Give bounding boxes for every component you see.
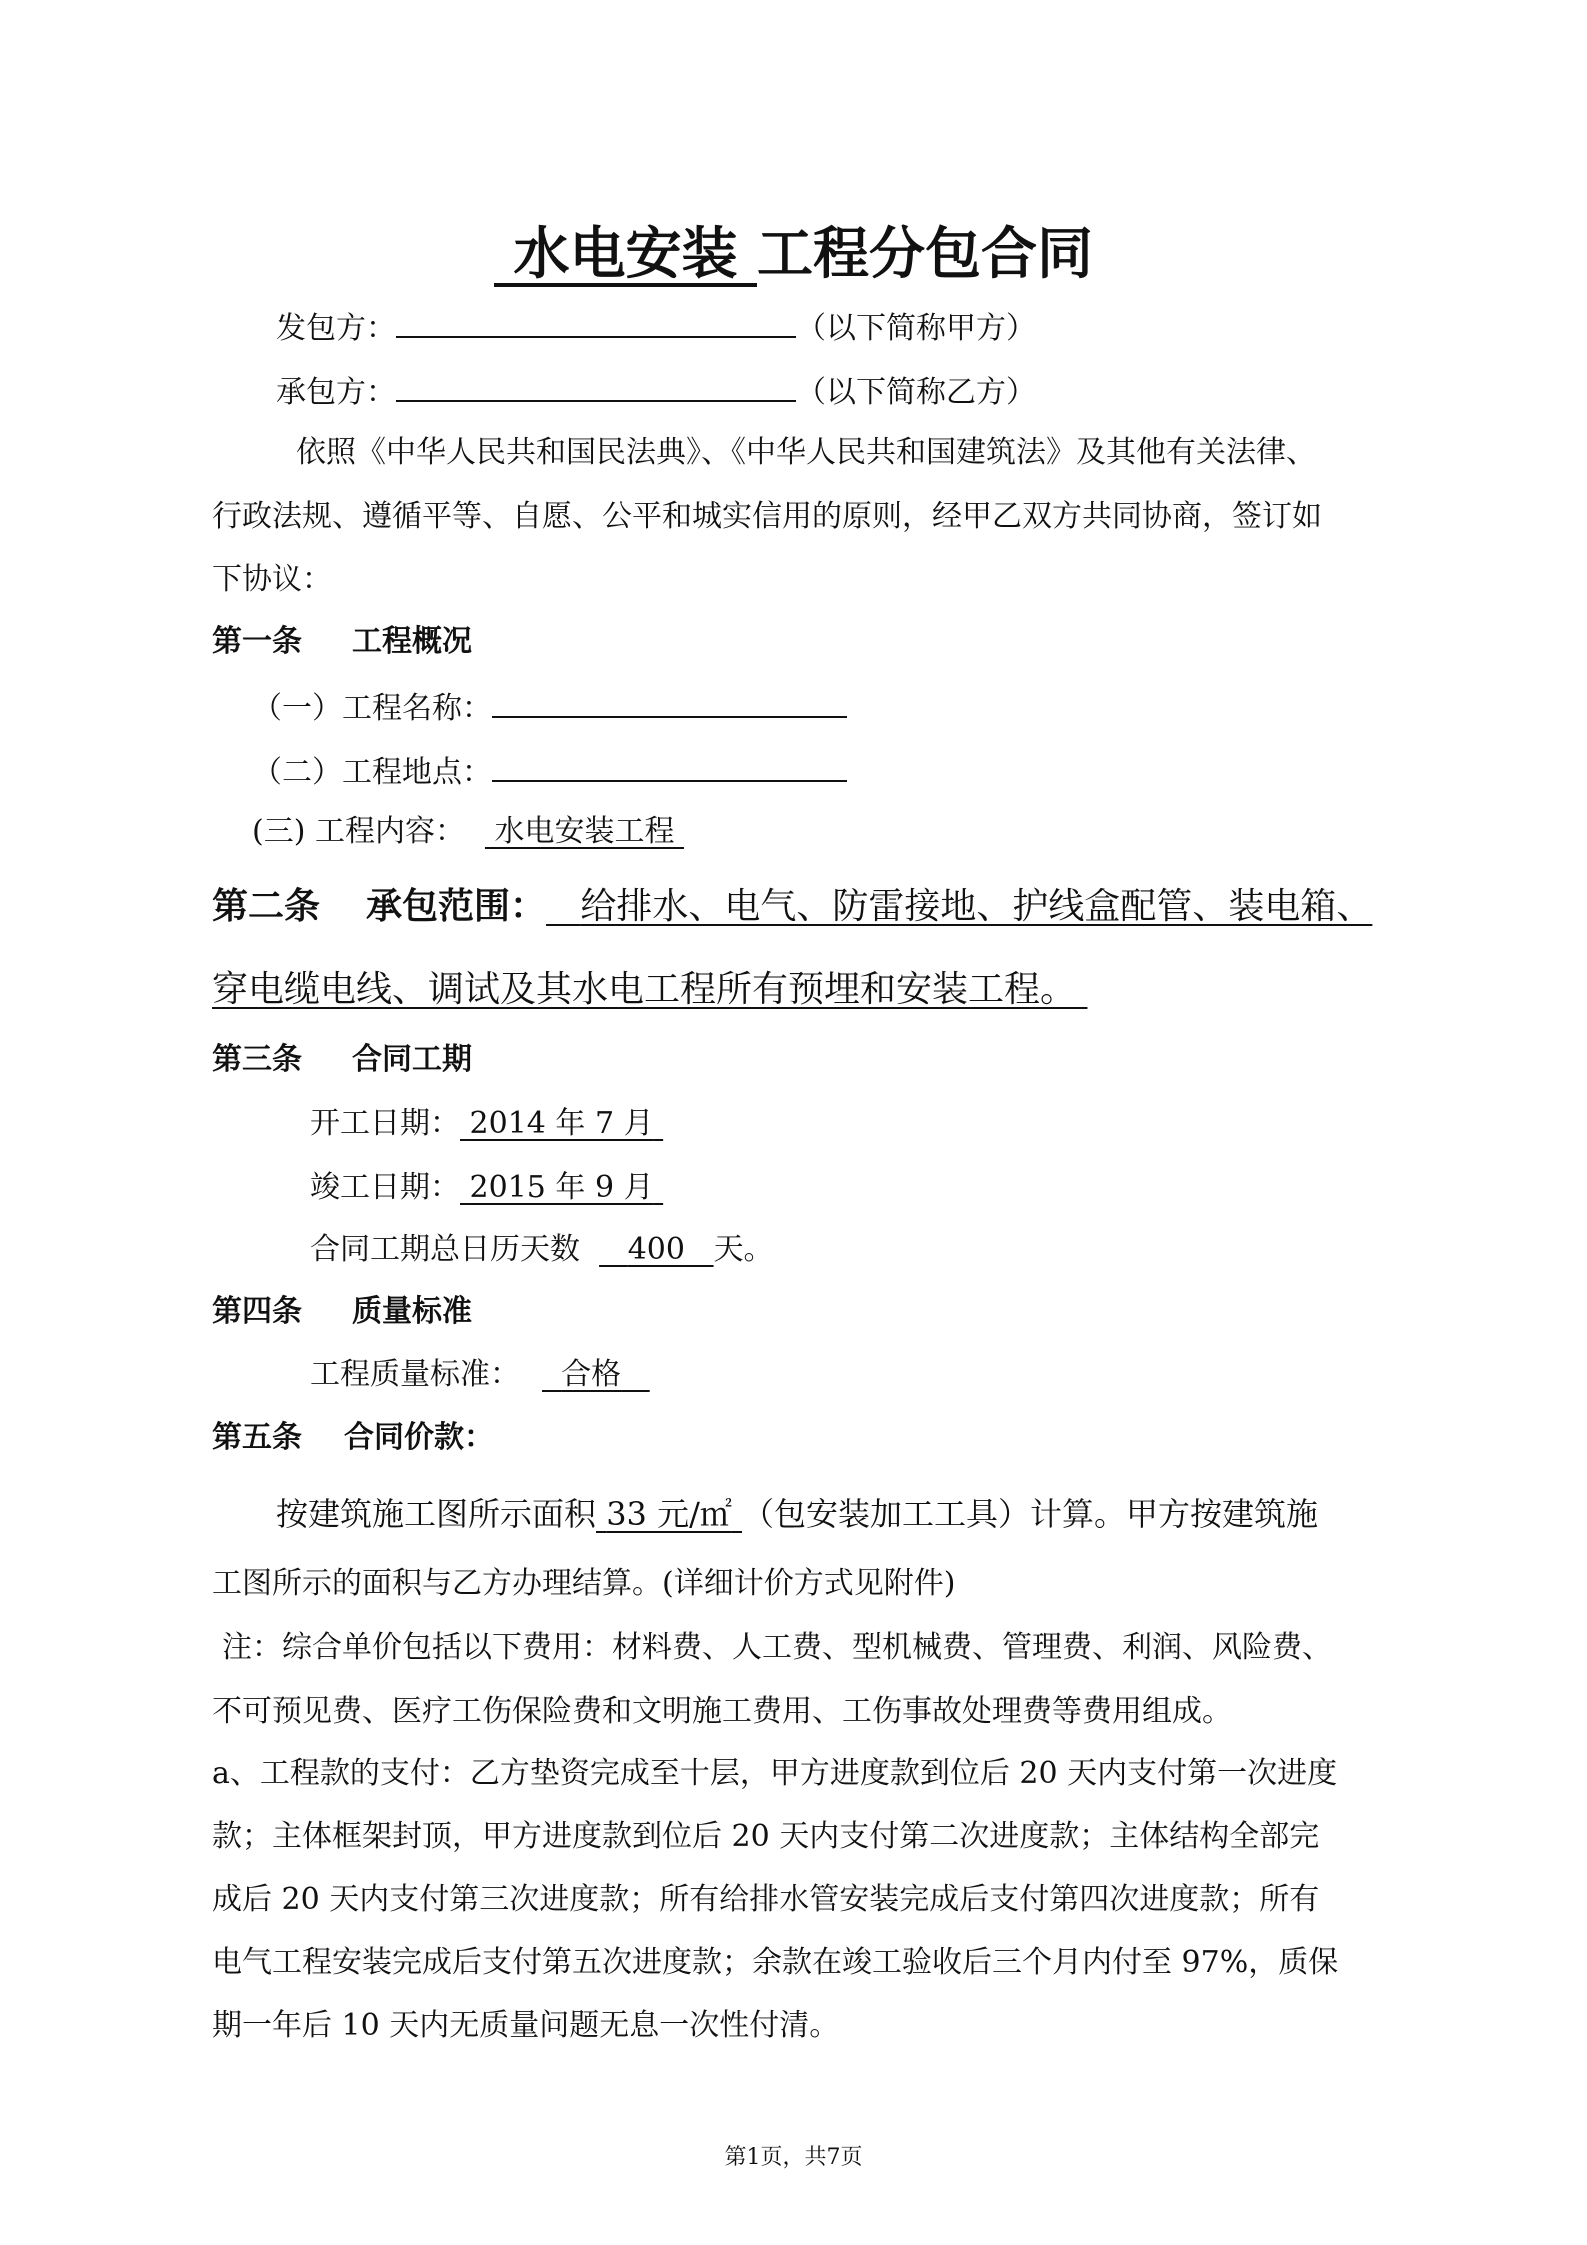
- contractor-blank[interactable]: [396, 370, 796, 402]
- total-days-value: 400: [627, 1232, 685, 1267]
- start-date-label: 开工日期：: [310, 1106, 460, 1141]
- article-1-number: 第一条: [212, 624, 302, 659]
- article-2-scope-2: 穿电缆电线、调试及其水电工程所有预埋和安装工程。: [212, 969, 1077, 1010]
- document-title: [0, 218, 1587, 290]
- payment-line-1: a、工程款的支付：乙方垫资完成至十层，甲方进度款到位后 20 天内支付第一次进度: [212, 1756, 1338, 1791]
- project-name-blank[interactable]: [492, 686, 847, 718]
- total-days-label: 合同工期总日历天数: [310, 1232, 580, 1267]
- note-line-1: 注：综合单价包括以下费用：材料费、人工费、型机械费、管理费、利润、风险费、: [222, 1630, 1332, 1665]
- project-name-label: （一）工程名称：: [252, 691, 492, 726]
- payment-line-3: 成后 20 天内支付第三次进度款；所有给排水管安装完成后支付第四次进度款；所有: [212, 1882, 1320, 1917]
- title-rest: 工程分包合同: [757, 221, 1093, 287]
- preamble-line-1: 依照《中华人民共和国民法典》、《中华人民共和国建筑法》及其他有关法律、: [296, 435, 1316, 470]
- total-days-line: [310, 1230, 1490, 1270]
- price-value: 33 元/㎡: [606, 1495, 732, 1533]
- article-3-title: 合同工期: [352, 1042, 472, 1077]
- article-1-title: 工程概况: [352, 624, 472, 659]
- article-4-number: 第四条: [212, 1294, 302, 1329]
- project-place-blank[interactable]: [492, 750, 847, 782]
- price-text-a: 按建筑施工图所示面积: [276, 1495, 597, 1533]
- price-line-2: 工图所示的面积与乙方办理结算。(详细计价方式见附件): [212, 1566, 956, 1601]
- quality-value: 合格: [561, 1357, 622, 1392]
- article-3-number: 第三条: [212, 1042, 302, 1077]
- article-2-scope-1: 给排水、电气、防雷接地、护线盒配管、装电箱、: [580, 886, 1373, 927]
- note-line-2: 不可预见费、医疗工伤保险费和文明施工费用、工伤事故处理费等费用组成。: [212, 1694, 1232, 1729]
- payment-line-2: 款；主体框架封顶，甲方进度款到位后 20 天内支付第二次进度款；主体结构全部完: [212, 1819, 1320, 1854]
- price-line-1: [276, 1494, 1456, 1534]
- project-name-line: [252, 686, 1432, 729]
- employer-note: （以下简称甲方）: [796, 311, 1036, 346]
- employer-line: [276, 306, 1456, 349]
- article-2-number: 第二条: [212, 885, 321, 927]
- preamble-line-2: 行政法规、遵循平等、自愿、公平和城实信用的原则，经甲乙双方共同协商，签订如: [212, 499, 1322, 534]
- price-text-b: （包安装加工工具）计算。甲方按建筑施: [742, 1495, 1319, 1533]
- employer-blank[interactable]: [396, 306, 796, 338]
- article-1-heading: [212, 622, 1392, 662]
- employer-label: 发包方：: [276, 311, 396, 346]
- quality-line: [310, 1355, 1490, 1395]
- article-5-heading: [212, 1418, 1392, 1458]
- end-date-value: 2015 年 9 月: [469, 1170, 654, 1205]
- article-3-heading: [212, 1040, 1392, 1080]
- quality-label: 工程质量标准：: [310, 1357, 520, 1392]
- article-5-title: 合同价款：: [344, 1420, 494, 1455]
- start-date-value: 2014 年 7 月: [469, 1106, 654, 1141]
- end-date-line: [310, 1168, 1490, 1208]
- project-content-label: (三) 工程内容：: [252, 814, 465, 849]
- project-content-line: [252, 812, 1432, 852]
- title-underlined: 水电安装: [513, 221, 738, 287]
- start-date-line: [310, 1104, 1490, 1144]
- project-place-label: （二）工程地点：: [252, 755, 492, 790]
- project-content-value: 水电安装工程: [494, 814, 675, 849]
- payment-line-4: 电气工程安装完成后支付第五次进度款；余款在竣工验收后三个月内付至 97%，质保: [212, 1945, 1339, 1980]
- contractor-line: [276, 370, 1456, 413]
- end-date-label: 竣工日期：: [310, 1170, 460, 1205]
- contractor-label: 承包方：: [276, 375, 396, 410]
- total-days-unit: 天。: [713, 1232, 774, 1267]
- contractor-note: （以下简称乙方）: [796, 375, 1036, 410]
- page-number: 第1页，共7页: [724, 2145, 863, 2170]
- article-2-line-2: [212, 966, 1392, 1014]
- project-place-line: [252, 750, 1432, 793]
- article-5-number: 第五条: [212, 1420, 302, 1455]
- preamble-line-3: 下协议：: [212, 562, 332, 597]
- article-2-line-1: [212, 882, 1392, 931]
- article-4-title: 质量标准: [352, 1294, 472, 1329]
- payment-line-5: 期一年后 10 天内无质量问题无息一次性付清。: [212, 2008, 840, 2043]
- article-2-title: 承包范围：: [366, 885, 547, 927]
- article-4-heading: [212, 1292, 1392, 1332]
